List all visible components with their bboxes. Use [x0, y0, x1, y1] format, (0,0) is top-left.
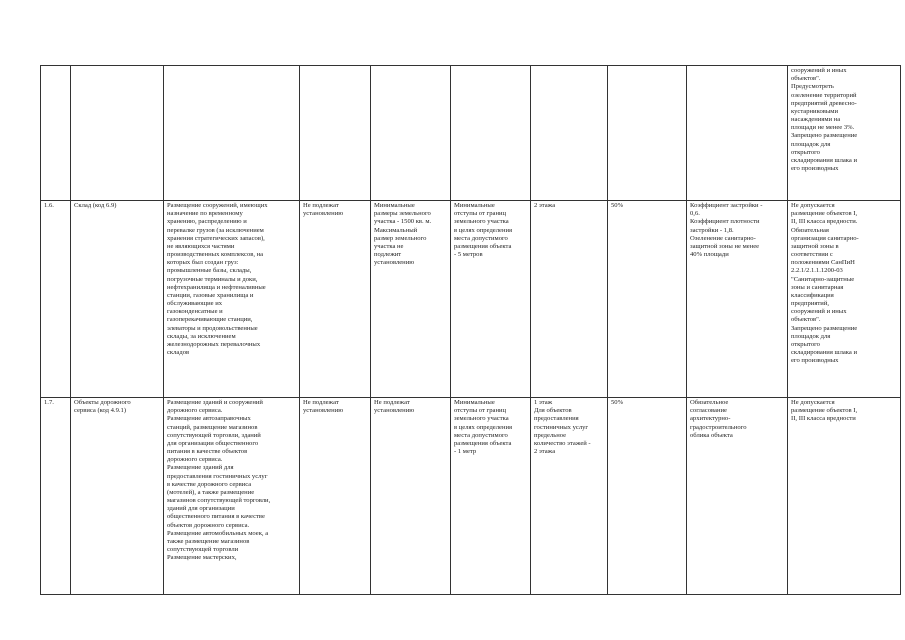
coverage-percent-cell: 50%: [608, 398, 687, 595]
plot-size-cell: Минимальные размеры земельного участка - 1500 кв. м. Максимальный размер земельного участка не подлежит установлению: [371, 201, 451, 398]
restrictions-cell: Не допускается размещение объектов I, II, III класса вредности: [788, 398, 901, 595]
row-number-cell: 1.7.: [41, 398, 71, 595]
setback-cell: [451, 66, 531, 201]
floors-cell: [531, 66, 608, 201]
description-cell: [164, 66, 300, 201]
table-row: [41, 66, 901, 201]
description-cell: Размещение зданий и сооружений дорожного сервиса. Размещение автозаправочных станций, размещение магазинов сопутствующей торговли, зданий для организации общественного питания в качестве объектов дорожного сервиса. Размещение зданий для предоставления гостиничных услуг в качестве дорожного сервиса (мотелей), а также размещение магазинов сопутствующей торговли, зданий для организации общественного питания в качестве объектов дорожного сервиса. Размещение автомобильных моек, а также размещение магазинов сопутствующей торговли Размещение мастерских,: [164, 398, 300, 595]
table-row: [41, 201, 901, 398]
floors-cell: 2 этажа: [531, 201, 608, 398]
setback-cell: Минимальные отступы от границ земельного участка в целях определения места допустимого размещения объекта - 1 метр: [451, 398, 531, 595]
cell: Не подлежат установлению: [300, 201, 371, 398]
land-use-type-cell: [71, 66, 164, 201]
plot-size-cell: Не подлежат установлению: [371, 398, 451, 595]
coverage-percent-cell: [608, 66, 687, 201]
zoning-regulations-table: [40, 65, 901, 595]
row-number-cell: [41, 66, 71, 201]
setback-cell: Минимальные отступы от границ земельного участка в целях определения места допустимого размещения объекта - 5 метров: [451, 201, 531, 398]
cell: Не подлежат установлению: [300, 398, 371, 595]
other-parameters-cell: [687, 66, 788, 201]
floors-cell: 1 этаж Для объектов предоставления гостиничных услуг предельное количество этажей - 2 этажа: [531, 398, 608, 595]
plot-size-cell: [371, 66, 451, 201]
other-parameters-cell: Обязательное согласование архитектурно- градостроительного облика объекта: [687, 398, 788, 595]
cell: [300, 66, 371, 201]
restrictions-cell: сооружений и иных объектов". Предусмотреть озеленение территорий предприятий древесно- кустарниковыми насаждениями на площади не менее 3%. Запрещено размещение площадок для открытого складирования шлака и его производных: [788, 66, 901, 201]
land-use-type-cell: Объекты дорожного сервиса (код 4.9.1): [71, 398, 164, 595]
coverage-percent-cell: 50%: [608, 201, 687, 398]
restrictions-cell: Не допускается размещение объектов I, II, III класса вредности. Обязательная организация санитарно- защитной зоны в соответствии с положениями СанПиН 2.2.1/2.1.1.1200-03 "Санитарно-защитные зоны и санитарная классификация предприятий, сооружений и иных объектов". Запрещено размещение площадок для открытого складирования шлака и его производных: [788, 201, 901, 398]
description-cell: Размещение сооружений, имеющих назначение по временному хранению, распределению и перевалке грузов (за исключением хранения стратегических запасов), не являющихся частями производственных комплексов, на которых был создан груз: промышленные базы, склады, погрузочные терминалы и доки, нефтехранилища и нефтеналивные станции, газовые хранилища и обслуживающие их газоконденсатные и газоперекачивающие станции, элеваторы и продовольственные склады, за исключением железнодорожных перевалочных складов: [164, 201, 300, 398]
land-use-type-cell: Склад (код 6.9): [71, 201, 164, 398]
table-row: [41, 398, 901, 595]
other-parameters-cell: Коэффициент застройки - 0,6. Коэффициент плотности застройки - 1,8. Озеленение санитарно- защитной зоны не менее 40% площади: [687, 201, 788, 398]
row-number-cell: 1.6.: [41, 201, 71, 398]
